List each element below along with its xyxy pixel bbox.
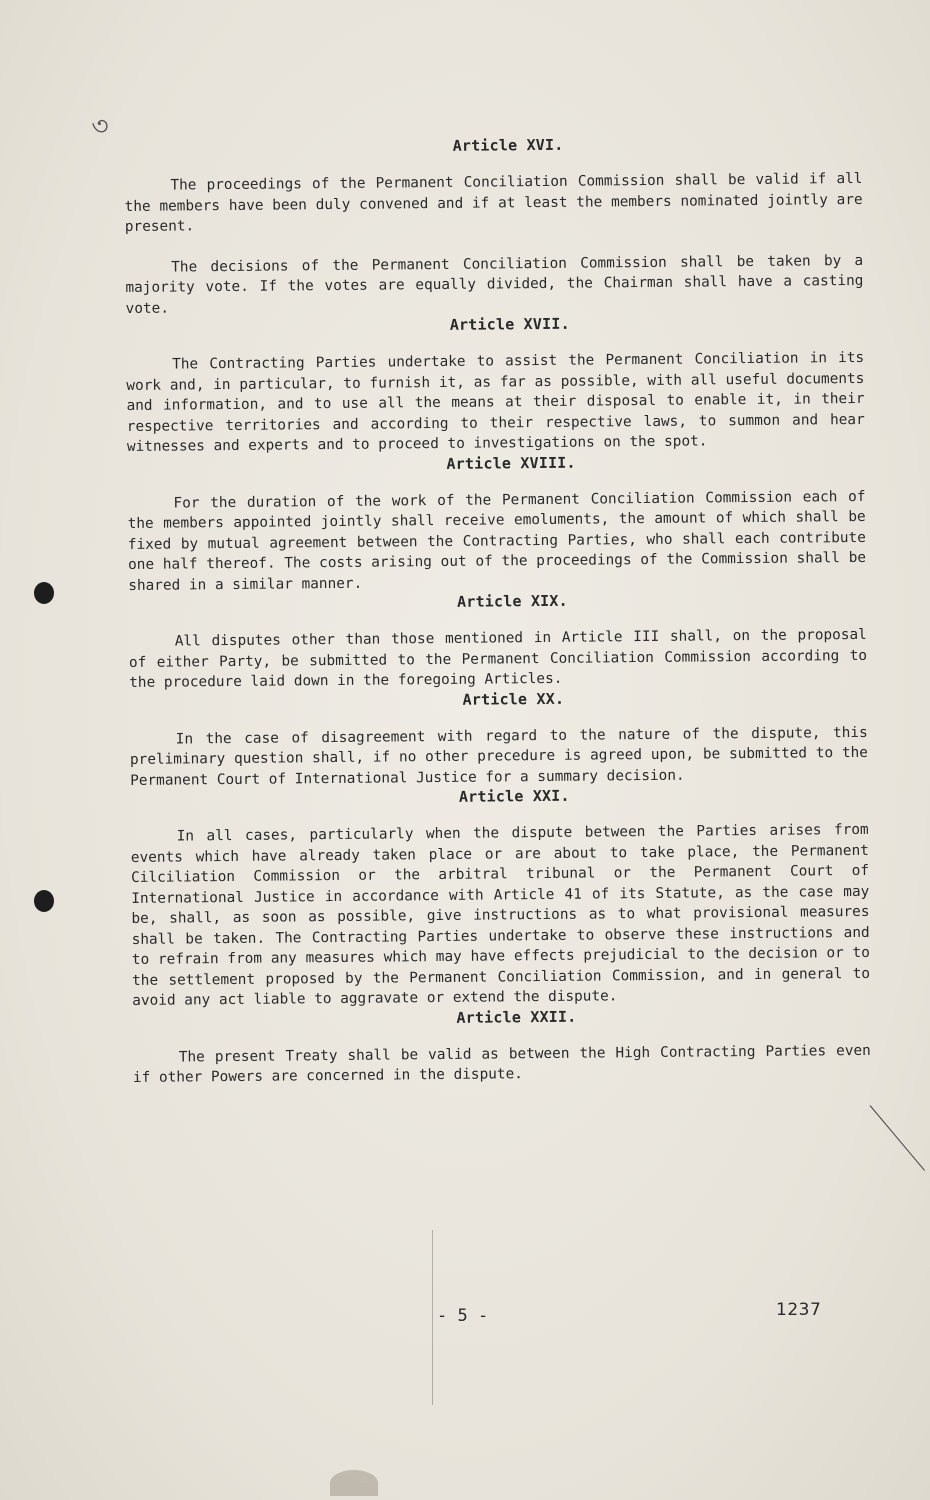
- article-heading: Article XXI.: [458, 786, 570, 806]
- page-number: - 5 -: [437, 1306, 489, 1326]
- article-xx: [129, 686, 868, 791]
- punch-hole-icon: [34, 890, 54, 912]
- article-heading: Article XVI.: [452, 135, 564, 155]
- margin-pencil-line: [870, 1105, 925, 1171]
- article-paragraph: The present Treaty shall be valid as between the High Contracting Parties even if other Powers are concerned in the dispute.: [132, 1042, 871, 1086]
- punch-hole-icon: [34, 582, 54, 604]
- article-paragraph: The proceedings of the Permanent Conciliation Commission shall be valid if all the members have been duly convened and if at least the members nominated jointly are present.: [124, 170, 863, 235]
- article-xxii: [132, 1004, 871, 1088]
- article-heading: Article XVII.: [449, 314, 570, 334]
- article-paragraph: The decisions of the Permanent Conciliation Commission shall be taken by a majority vote. If the votes are equally divided, the Chairman shall have a casting vote.: [125, 252, 864, 317]
- article-heading: Article XXII.: [456, 1007, 577, 1027]
- article-paragraph: In all cases, particularly when the dispute between the Parties arises from events which have already taken place or are about to take place, the Permanent Cilciliation Commission or the arbitral tribunal or the Permanent Court of International Justice in accordance with Article 41 of its Statute, as the case may be, shall, as soon as possible, give instructions as to what provisional measures shall be taken. The Contracting Parties undertake to observe these instructions and to refrain from any measures which may have effects prejudicial to the decision or to the settlement proposed by the Permanent Conciliation Commission, and in general to avoid any act liable to aggravate or extend the dispute.: [130, 821, 871, 1009]
- document-body: [124, 133, 871, 1089]
- article-paragraph: All disputes other than those mentioned in Article III shall, on the proposal of either Party, be submitted to the Permanent Conciliation Commission according to the procedure laid down in the foregoing Articles.: [128, 626, 868, 691]
- paper-smudge: [330, 1470, 378, 1496]
- archive-stamp-number: 1237: [776, 1300, 822, 1320]
- article-paragraph: For the duration of the work of the Permanent Conciliation Commission each of the members appointed jointly shall receive emoluments, the amount of which shall be fixed by mutual agreement between the Contracting Parties, who shall each contribute one half thereof. The costs arising out of the proceedings of the Commission shall be shared in a similar manner.: [127, 488, 867, 594]
- article-paragraph: The Contracting Parties undertake to assist the Permanent Conciliation in its work and, in particular, to furnish it, as far as possible, with all useful documents and information, and to use all the means at their disposal to enable it, in their respective territories and according to their respective laws, to summon and hear witnesses and experts and to proceed to investigations on the spot.: [126, 349, 865, 455]
- article-xviii: [127, 450, 866, 596]
- article-xvii: [126, 312, 865, 458]
- article-xix: [128, 589, 867, 694]
- article-paragraph: In the case of disagreement with regard to the nature of the dispute, this preliminary question shall, if no other precedure is agreed upon, be submitted to the Permanent Court of International Justice for a summary decision.: [129, 724, 868, 789]
- article-heading: Article XX.: [462, 689, 565, 709]
- article-heading: Article XIX.: [456, 591, 568, 611]
- paper-crease: [432, 1230, 433, 1405]
- handwritten-corner-mark: ৩: [89, 110, 111, 144]
- article-xvi: [124, 133, 864, 319]
- article-xxi: [130, 784, 870, 1012]
- article-heading: Article XVIII.: [446, 453, 576, 473]
